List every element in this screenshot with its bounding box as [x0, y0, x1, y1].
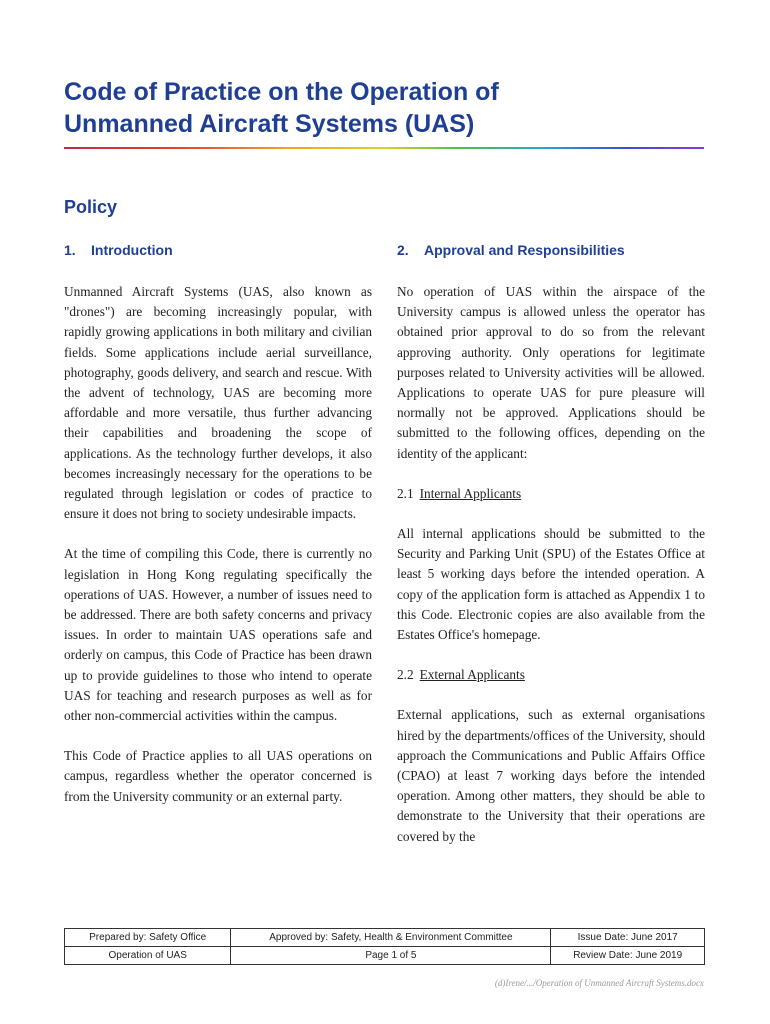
subsection-2-1-number: 2.1 [397, 485, 414, 501]
prepared-by-cell: Prepared by: Safety Office [65, 929, 231, 947]
section-2-title: Approval and Responsibilities [424, 242, 625, 258]
intro-paragraph-3: This Code of Practice applies to all UAS operations on campus, regardless whether the operator concerned is from the University community or an external party. [64, 748, 372, 804]
section-2-number: 2. [397, 242, 409, 258]
title-line-1: Code of Practice on the Operation of [64, 78, 499, 106]
approved-by-cell: Approved by: Safety, Health & Environment Committee [231, 929, 551, 947]
policy-heading: Policy [64, 197, 118, 217]
external-applicants-paragraph: External applications, such as external organisations hired by the departments/offices of the University, should approach the Communications and Public Affairs Office (CPAO) at least 7 working days before the intended operation. Among other matters, they should be able to demonstrate to the University that their operations are covered by the [397, 707, 705, 844]
review-date-cell: Review Date: June 2019 [551, 947, 705, 965]
section-2-heading [397, 240, 705, 260]
footer-row-1 [65, 929, 705, 947]
subsection-2-2-heading [397, 665, 705, 685]
approval-paragraph: No operation of UAS within the airspace of the University campus is allowed unless the operator has obtained prior approval to do so from the relevant approving authority. Only operations for legitimate purposes related to University activities will be allowed. Applications to operate UAS for pure pleasure will normally not be approved. Applications should be submitted to the following offices, depending on the identity of the applicant: [397, 284, 705, 461]
intro-paragraph-2: At the time of compiling this Code, there is currently no legislation in Hong Kong regulating specifically the operations of UAS. However, a number of issues need to be addressed. There are both safety concerns and privacy issues. In order to maintain UAS operations safe and orderly on campus, this Code of Practice has been drawn up to provide guidelines to those who intend to operate UAS for teaching and research purposes as well as for other non-commercial activities within the campus. [64, 546, 372, 724]
title-line-2: Unmanned Aircraft Systems (UAS) [64, 110, 475, 138]
subsection-2-2-title: External Applicants [419, 667, 525, 683]
footer-row-2 [65, 947, 705, 965]
subsection-2-2-number: 2.2 [397, 667, 414, 683]
section-1-number: 1. [64, 242, 76, 258]
subsection-2-1-heading [397, 484, 705, 504]
right-column [397, 240, 705, 867]
subsection-2-1-title: Internal Applicants [419, 485, 522, 501]
intro-paragraph-1: Unmanned Aircraft Systems (UAS, also known as "drones") are becoming increasingly popular, with rapidly growing applications in both military and civilian fields. Some applications include aerial surveillance, photography, goods delivery, and search and rescue. With the advent of technology, UAS are becoming more affordable and more versatile, thus further advancing their capabilities and broadening the scope of applications. As the technology further develops, it also becomes increasingly necessary for the operations to be regulated through legislation or codes of practice to ensure it does not bring to society undesirable impacts. [64, 284, 372, 522]
rainbow-divider [64, 147, 704, 149]
section-1-title: Introduction [91, 242, 173, 258]
issue-date-cell: Issue Date: June 2017 [551, 929, 705, 947]
left-column [64, 240, 372, 827]
page-number-cell: Page 1 of 5 [231, 947, 551, 965]
section-1-heading [64, 240, 372, 260]
footer-table [64, 928, 705, 965]
document-title [64, 76, 704, 140]
document-name-cell: Operation of UAS [65, 947, 231, 965]
internal-applicants-paragraph: All internal applications should be submitted to the Security and Parking Unit (SPU) of the Estates Office at least 5 working days before the intended operation. A copy of the application form is attached as Appendix 1 to this Code. Electronic copies are also available from the Estates Office's homepage. [397, 526, 705, 643]
file-path: (d)Irene/.../Operation of Unmanned Aircraft Systems.docx [494, 978, 704, 988]
